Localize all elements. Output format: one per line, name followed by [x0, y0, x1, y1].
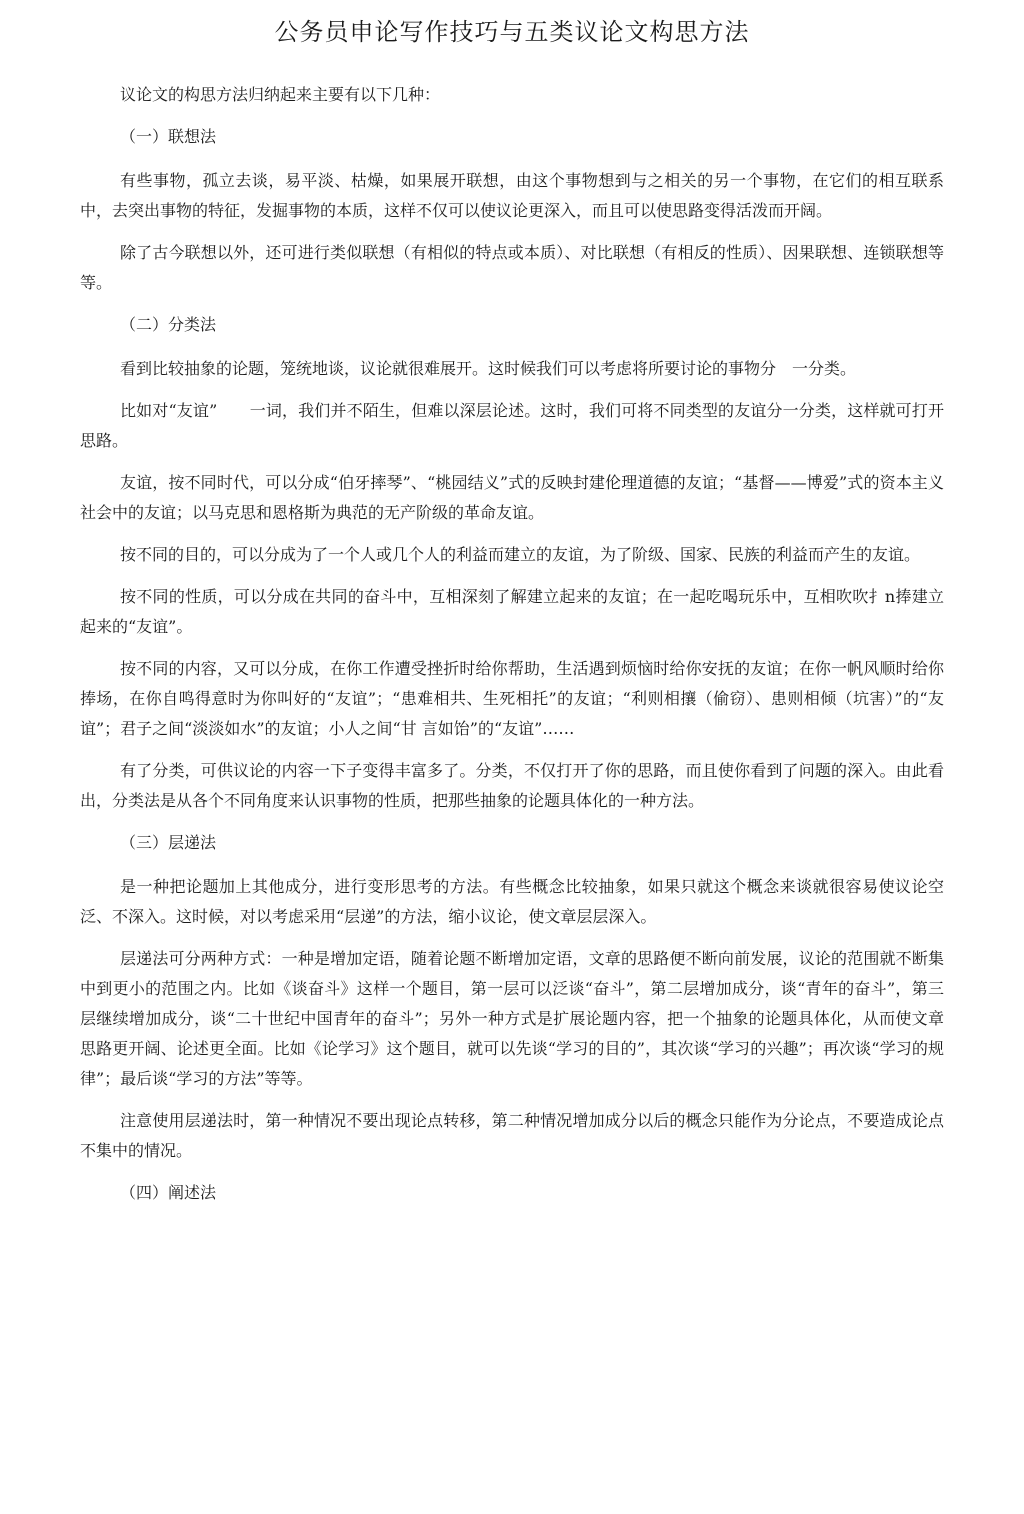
body-paragraph: 比如对“友谊” 一词，我们并不陌生，但难以深层论述。这时，我们可将不同类型的友谊分一分类，这样就可打开思路。	[80, 401, 944, 450]
body-paragraph: 注意使用层递法时，第一种情况不要出现论点转移，第二种情况增加成分以后的概念只能作为分论点，不要造成论点不集中的情况。	[80, 1111, 944, 1160]
body-paragraph: 有些事物，孤立去谈，易平淡、枯燥，如果展开联想，由这个事物想到与之相关的另一个事物，在它们的相互联系中，去突出事物的特征，发掘事物的本质，这样不仅可以使议论更深入，而且可以使思路变得活泼而开阔。	[80, 171, 944, 220]
intro-paragraph: 议论文的构思方法归纳起来主要有以下几种：	[120, 85, 441, 104]
section-heading: （三）层递法	[120, 833, 217, 852]
body-paragraph: 按不同的性质，可以分成在共同的奋斗中，互相深刻了解建立起来的友谊；在一起吃喝玩乐中，互相吹吹扌n捧建立起来的“友谊”。	[80, 587, 944, 636]
body-paragraph: 看到比较抽象的论题，笼统地谈，议论就很难展开。这时候我们可以考虑将所要讨论的事物分 一分类。	[120, 359, 857, 378]
body-paragraph: 按不同的内容，又可以分成，在你工作遭受挫折时给你帮助，生活遇到烦恼时给你安抚的友谊；在你一帆风顺时给你捧场，在你自鸣得意时为你叫好的“友谊”；“患难相共、生死相托”的友谊；“利则相攘（偷窃）、患则相倾（坑害）”的“友谊”；君子之间“淡淡如水”的友谊；小人之间“甘 言如饴”的“友谊”……	[80, 659, 944, 738]
section-heading: （四）阐述法	[120, 1183, 217, 1202]
body-paragraph: 按不同的目的，可以分成为了一个人或几个人的利益而建立的友谊，为了阶级、国家、民族的利益而产生的友谊。	[120, 545, 921, 564]
section-heading: （一）联想法	[120, 127, 217, 146]
document-title: 公务员申论写作技巧与五类议论文构思方法	[274, 18, 750, 46]
body-paragraph: 层递法可分两种方式：一种是增加定语，随着论题不断增加定语，文章的思路便不断向前发展，议论的范围就不断集中到更小的范围之内。比如《谈奋斗》这样一个题目，第一层可以泛谈“奋斗”，第二层增加成分，谈“青年的奋斗”，第三层继续增加成分，谈“二十世纪中国青年的奋斗”；另外一种方式是扩展论题内容，把一个抽象的论题具体化，从而使文章思路更开阔、论述更全面。比如《论学习》这个题目，就可以先谈“学习的目的”，其次谈“学习的兴趣”；再次谈“学习的规律”；最后谈“学习的方法”等等。	[80, 949, 944, 1088]
body-paragraph: 除了古今联想以外，还可进行类似联想（有相似的特点或本质）、对比联想（有相反的性质）、因果联想、连锁联想等等。	[80, 243, 944, 292]
body-paragraph: 有了分类，可供议论的内容一下子变得丰富多了。分类，不仅打开了你的思路，而且使你看到了问题的深入。由此看出，分类法是从各个不同角度来认识事物的性质，把那些抽象的论题具体化的一种方法。	[80, 761, 944, 810]
document-body	[80, 80, 944, 1208]
body-paragraph: 友谊，按不同时代，可以分成“伯牙摔琴”、“桃园结义”式的反映封建伦理道德的友谊；“基督——博爱”式的资本主义社会中的友谊；以马克思和恩格斯为典范的无产阶级的革命友谊。	[80, 473, 944, 522]
body-paragraph: 是一种把论题加上其他成分，进行变形思考的方法。有些概念比较抽象，如果只就这个概念来谈就很容易使议论空泛、不深入。这时候，对以考虑采用“层递”的方法，缩小议论，使文章层层深入。	[80, 877, 944, 926]
section-heading: （二）分类法	[120, 315, 217, 334]
